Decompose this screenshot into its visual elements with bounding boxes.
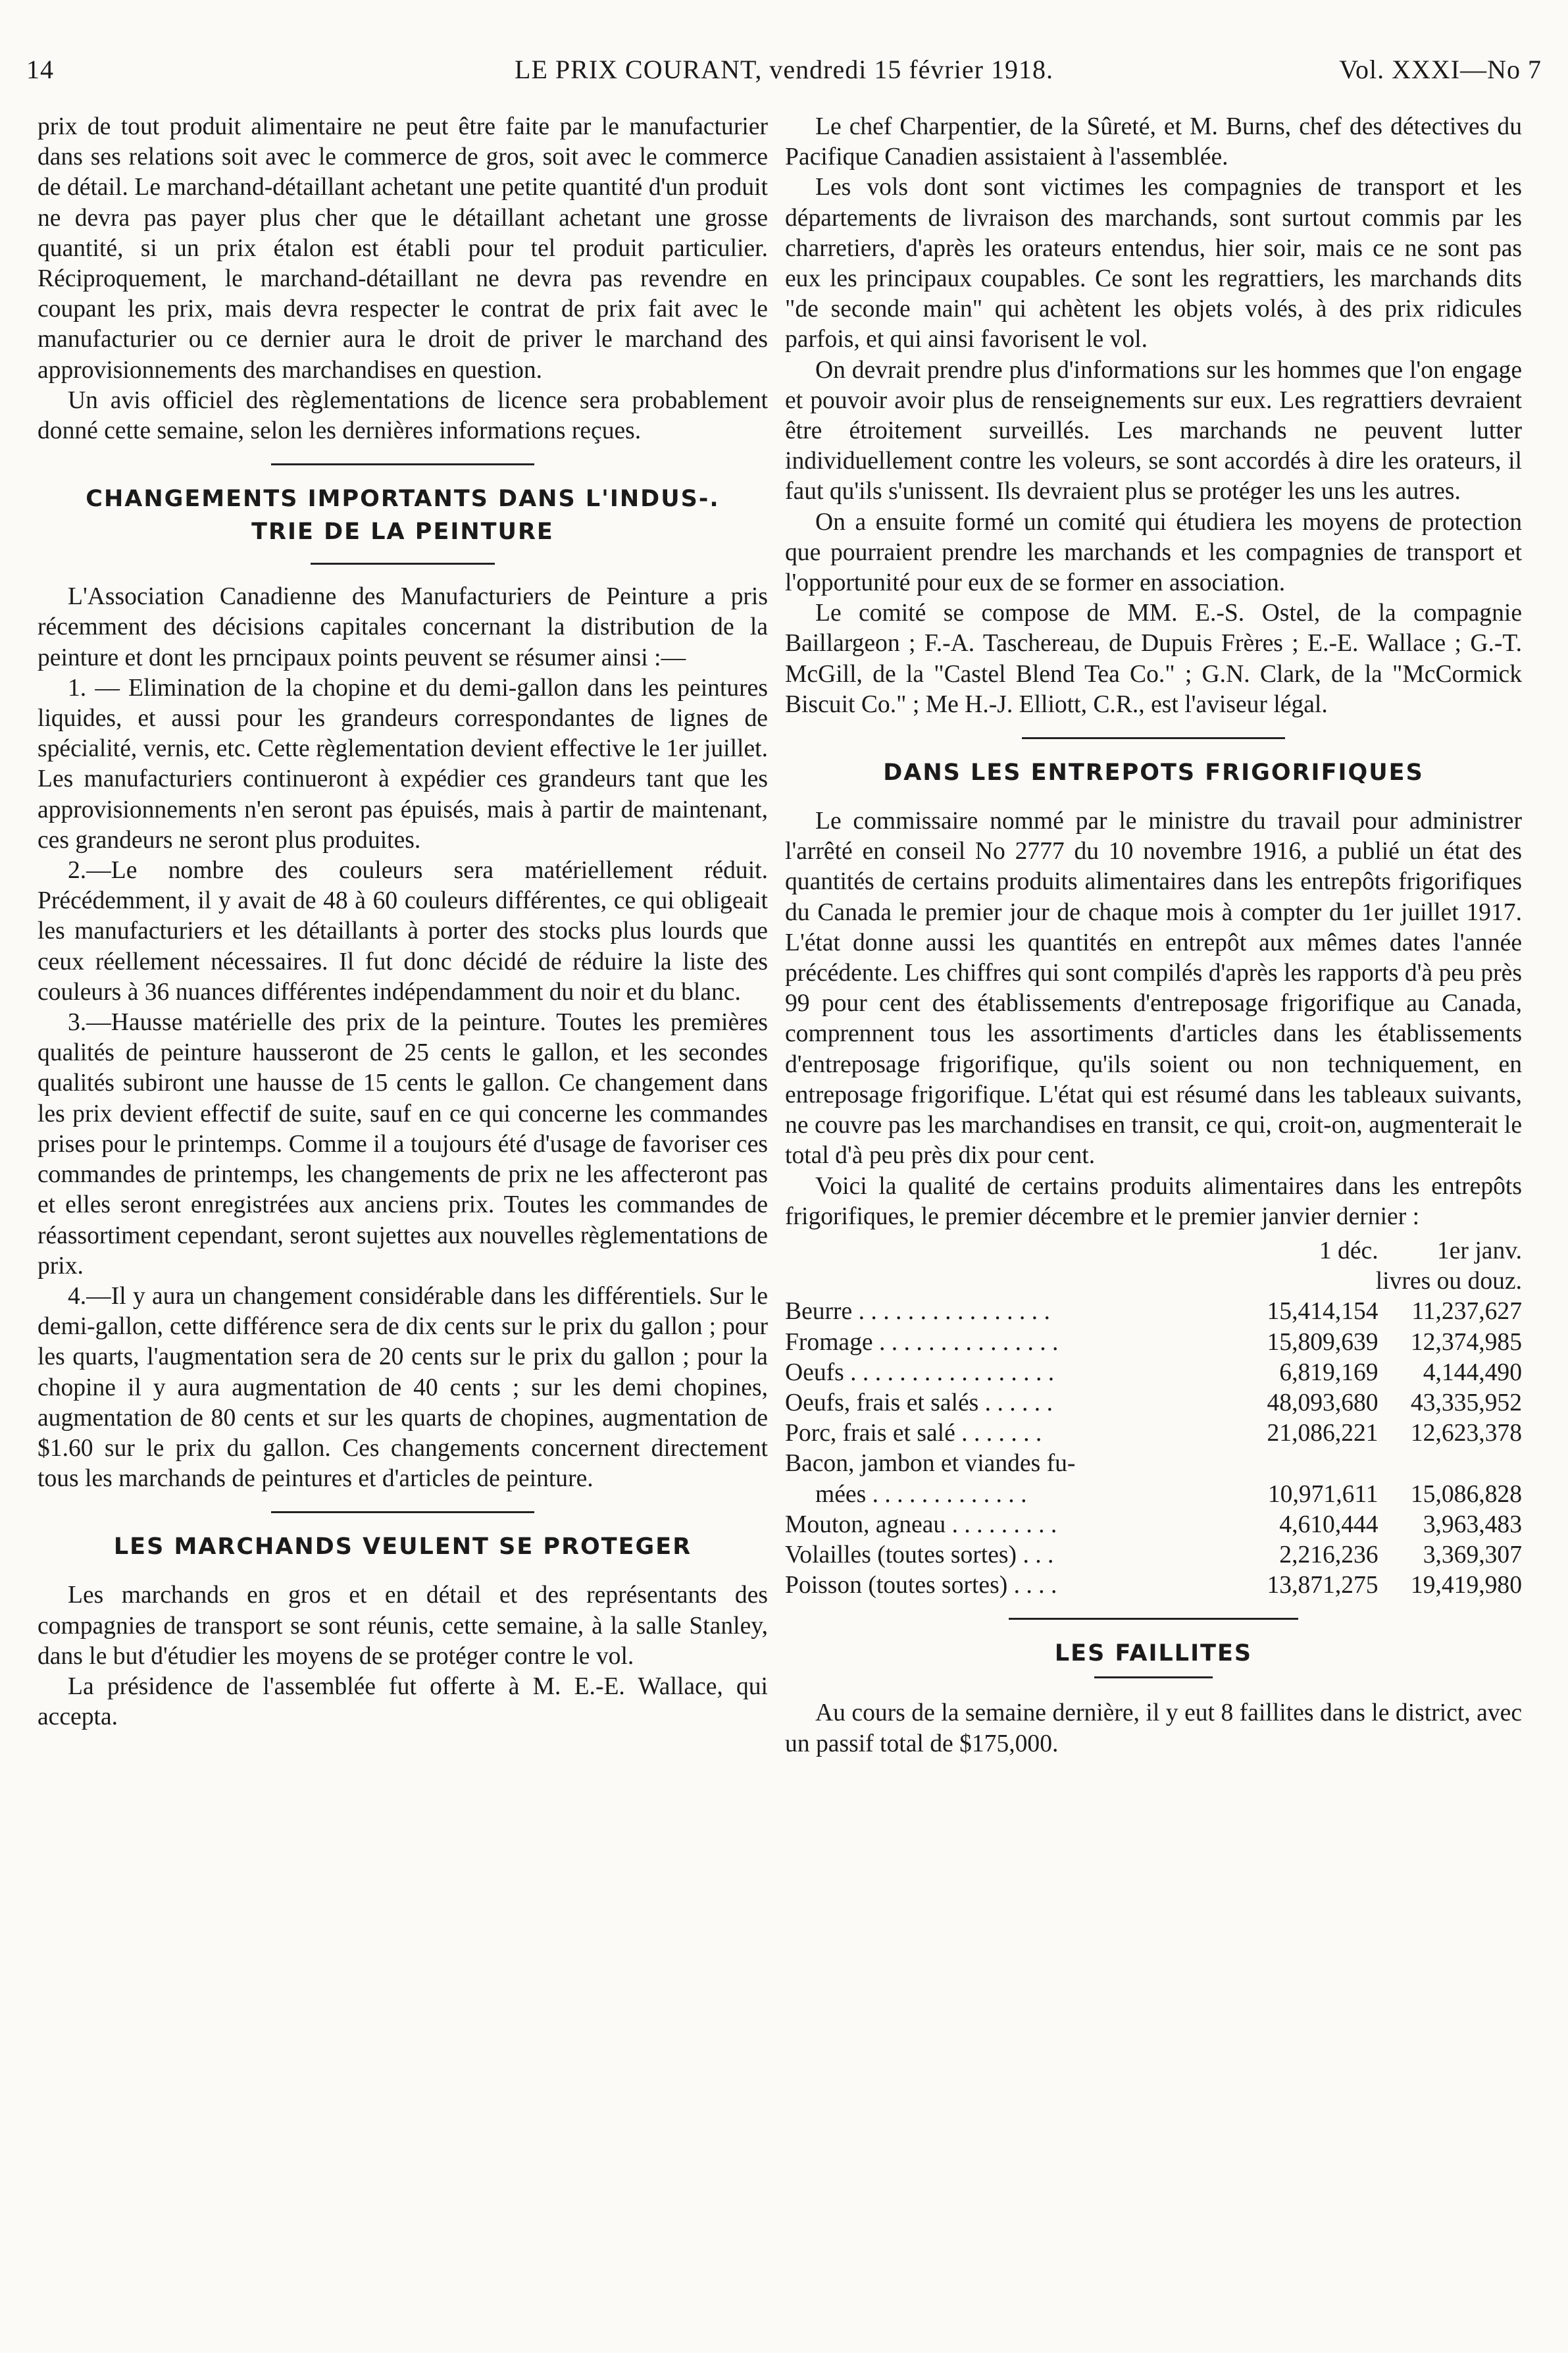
table-cell-item: Fromage . . . . . . . . . . . . . . . xyxy=(785,1328,1059,1356)
peinture-paragraph: 1. — Elimination de la chopine et du demi-gallon dans les peintures liquides, et aussi pour les grandeurs correspondantes de lignes de spécialité, vernis, etc. Cette règlementation devient effective le 1er juillet. Les manufacturiers continueront à expédier ces grandeurs tant que les approvisionnements n'en seront pas épuisés, mais à partir de maintenant, ces grandeurs ne seront plus produites. xyxy=(38,674,768,854)
heading-entrepots: DANS LES ENTREPOTS FRIGORIFIQUES xyxy=(883,760,1424,787)
entrepots-paragraph: Voici la qualité de certains produits alimentaires dans les entrepôts frigorifiques, le premier décembre et le premier janvier dernier : xyxy=(785,1172,1522,1230)
table-cell-item: Beurre . . . . . . . . . . . . . . . . xyxy=(785,1298,1050,1326)
marchands-continuation-paragraph: Les vols dont sont victimes les compagnies de transport et les départements de livraison des marchands, sont surtout commis par les charretiers, d'après les orateurs entendus, hier soir, mais ce ne sont pas eux les principaux coupables. Ce sont les regrattiers, les marchands dits "de seconde main" qui achètent les objets volés, à des prix ridicules parfois, et qui ainsi favorisent le vol. xyxy=(785,174,1522,353)
table-cell-dec: 2,216,236 xyxy=(1279,1541,1378,1568)
table-cell-dec: 21,086,221 xyxy=(1267,1420,1378,1447)
table-cell-dec: 10,971,611 xyxy=(1267,1480,1378,1508)
table-header-row xyxy=(785,1236,1522,1266)
heading-faillites: LES FAILLITES xyxy=(1054,1640,1253,1667)
table-cell-item: Oeufs, frais et salés . . . . . . xyxy=(785,1389,1053,1416)
left-column xyxy=(38,112,768,1732)
table-cell-jan: 3,963,483 xyxy=(1423,1511,1522,1538)
table-cell-dec: 4,610,444 xyxy=(1279,1511,1378,1538)
marchands-continuation-paragraph: Le chef Charpentier, de la Sûreté, et M. Burns, chef des détectives du Pacifique Canadien assistaient à l'assemblée. xyxy=(785,113,1522,171)
marchands-paragraph: La présidence de l'assemblée fut offerte à M. E.-E. Wallace, qui accepta. xyxy=(38,1672,768,1731)
table-cell-item: Bacon, jambon et viandes fu- xyxy=(785,1450,1076,1478)
page-number: 14 xyxy=(26,55,54,84)
table-units: livres ou douz. xyxy=(1375,1268,1522,1295)
table-cell-item: Mouton, agneau . . . . . . . . . xyxy=(785,1511,1057,1538)
peinture-paragraph: 4.—Il y aura un changement considérable dans les différentiels. Sur le demi-gallon, cette différence sera de dix cents sur le prix du gallon ; pour les quarts, l'augmentation sera de 20 cents sur le prix du gallon ; pour la chopine il y aura augmentation de 40 cents ; sur les demi chopines, augmentation de 80 cents et sur les quarts de chopines, augmentation de $1.60 sur le prix du gallon. Ces changements concernent directement tous les marchands de peintures et d'articles de peinture. xyxy=(38,1282,768,1493)
table-row xyxy=(785,1570,1522,1601)
table-cell-jan: 3,369,307 xyxy=(1423,1541,1522,1568)
marchands-continuation-paragraph: On devrait prendre plus d'informations sur les hommes que l'on engage et pouvoir avoir plus de renseignements sur eux. Les regrattiers devraient être étroitement surveillés. Les marchands ne peuvent lutter individuellement contre les voleurs, se sont accordés à dire les orateurs, il faut qu'ils s'unissent. Ils devraient plus se protéger les uns les autres. xyxy=(785,356,1522,505)
table-cell-jan: 4,144,490 xyxy=(1423,1358,1522,1386)
table-cell-jan: 12,623,378 xyxy=(1410,1420,1522,1447)
table-row xyxy=(785,1480,1522,1510)
publication-title: LE PRIX COURANT, vendredi 15 février 1918. xyxy=(515,55,1053,84)
heading-underline xyxy=(1094,1676,1213,1678)
table-cell-item: Volailles (toutes sortes) . . . xyxy=(785,1541,1054,1568)
section-divider xyxy=(271,463,534,465)
table-row xyxy=(785,1418,1522,1449)
peinture-paragraph: 3.—Hausse matérielle des prix de la peinture. Toutes les premières qualités de peinture hausseront de 25 cents le gallon, et les secondes qualités subiront une hausse de 15 cents le gallon. Ce changement dans les prix devient effectif de suite, sauf en ce qui concerne les commandes prises pour le printemps. Comme il a toujours été d'usage de favoriser ces commandes de printemps, les changements de prix ne les affecteront pas et elles seront enregistrées aux anciens prix. Toutes les commandes de réassortiment cependant, seront sujettes aux nouvelles règlementations de prix. xyxy=(38,1009,768,1280)
table-cell-dec: 15,414,154 xyxy=(1267,1298,1378,1326)
right-column xyxy=(785,112,1522,1759)
cold-storage-table xyxy=(785,1236,1522,1601)
table-cell-jan: 15,086,828 xyxy=(1410,1480,1522,1508)
heading-marchands: LES MARCHANDS VEULENT SE PROTEGER xyxy=(113,1534,692,1561)
faillites-paragraph: Au cours de la semaine dernière, il y eut 8 faillites dans le district, avec un passif total de $175,000. xyxy=(785,1699,1522,1757)
intro-paragraph: prix de tout produit alimentaire ne peut être faite par le manufacturier dans ses relations soit avec le commerce de gros, soit avec le commerce de détail. Le marchand-détaillant achetant une petite quantité d'un produit ne devra pas payer plus cher que le détaillant achetant une grosse quantité, si un prix étalon est établi pour tel produit particulier. Réciproquement, le marchand-détaillant ne devra pas revendre en coupant les prix, mais devra respecter le contrat de prix fait avec le manufacturier ou ce dernier aura le droit de priver le marchand des approvisionnements des marchandises en question. xyxy=(38,113,768,384)
heading-peinture xyxy=(38,482,768,548)
section-divider xyxy=(1022,737,1285,739)
table-cell-dec: 48,093,680 xyxy=(1267,1389,1378,1416)
marchands-paragraph: Les marchands en gros et en détail et des représentants des compagnies de transport se sont réunis, cette semaine, à la salle Stanley, dans le but d'étudier les moyens de se protéger contre le vol. xyxy=(38,1582,768,1670)
marchands-continuation-paragraph: Le comité se compose de MM. E.-S. Ostel, de la compagnie Baillargeon ; F.-A. Taschereau, de Dupuis Frères ; E.-E. Wallace ; G.-T. McGill, de la "Castel Blend Tea Co." ; G.N. Clark, de la "McCormick Biscuit Co." ; Me H.-J. Elliott, C.R., est l'aviseur légal. xyxy=(785,600,1522,718)
table-cell-jan: 11,237,627 xyxy=(1411,1298,1522,1326)
heading-peinture-line2: TRIE DE LA PEINTURE xyxy=(251,519,554,546)
table-cell-jan xyxy=(1378,1449,1522,1479)
marchands-continuation-paragraph: On a ensuite formé un comité qui étudiera les moyens de protection que pourraient prendre les marchands et les compagnies de transport et l'opportunité pour eux de se former en association. xyxy=(785,508,1522,597)
table-cell-jan: 19,419,980 xyxy=(1410,1572,1522,1599)
table-row xyxy=(785,1510,1522,1540)
table-cell-dec: 13,871,275 xyxy=(1267,1572,1378,1599)
running-header xyxy=(26,46,1542,86)
section-divider xyxy=(1009,1618,1298,1620)
table-row xyxy=(785,1297,1522,1327)
section-divider xyxy=(271,1511,534,1513)
col-header-dec: 1 déc. xyxy=(1319,1237,1378,1264)
peinture-paragraph: 2.—Le nombre des couleurs sera matériellement réduit. Précédemment, il y avait de 48 à 60 couleurs différentes, ce qui obligeait les manufacturiers et les détaillants à porter des stocks plus lourds que ceux réellement nécessaires. Il fut donc décidé de réduire la liste des couleurs à 36 nuances différentes indépendamment du noir et du blanc. xyxy=(38,857,768,1006)
heading-underline xyxy=(311,563,495,565)
table-cell-item: Oeufs . . . . . . . . . . . . . . . . . xyxy=(785,1358,1055,1386)
table-row xyxy=(785,1449,1522,1479)
table-row xyxy=(785,1328,1522,1358)
table-cell-dec: 6,819,169 xyxy=(1279,1358,1378,1386)
table-cell-jan: 12,374,985 xyxy=(1410,1328,1522,1356)
col-header-jan: 1er janv. xyxy=(1436,1237,1522,1264)
peinture-paragraph: L'Association Canadienne des Manufacturiers de Peinture a pris récemment des décisions capitales concernant la distribution de la peinture et dont les prncipaux points peuvent se résumer ainsi :— xyxy=(38,583,768,671)
table-cell-item: Porc, frais et salé . . . . . . . xyxy=(785,1420,1042,1447)
intro-paragraph: Un avis officiel des règlementations de licence sera probablement donné cette semaine, selon les dernières informations reçues. xyxy=(38,386,768,445)
table-cell-item: mées . . . . . . . . . . . . . xyxy=(815,1480,1027,1508)
table-row xyxy=(785,1388,1522,1418)
table-cell-item: Poisson (toutes sortes) . . . . xyxy=(785,1572,1057,1599)
heading-peinture-line1: CHANGEMENTS IMPORTANTS DANS L'INDUS-. xyxy=(86,486,720,513)
table-row xyxy=(785,1540,1522,1570)
table-cell-jan: 43,335,952 xyxy=(1410,1389,1522,1416)
table-cell-dec: 15,809,639 xyxy=(1267,1328,1378,1356)
table-row xyxy=(785,1358,1522,1388)
entrepots-paragraph: Le commissaire nommé par le ministre du travail pour administrer l'arrêté en conseil No 2777 du 10 novembre 1916, a publié un état des quantités de certains produits alimentaires dans les entrepôts frigorifiques du Canada le premier jour de chaque mois à compter du 1er juillet 1917. L'état donne aussi les quantités en entrepôt aux mêmes dates l'année précédente. Les chiffres qui sont compilés d'après les rapports d'à peu près 99 pour cent des établissements d'entreposage frigorifique au Canada, comprennent tous les assortiments d'articles dans les établissements d'entreposage frigorifique, qu'ils soient ou non techniquement, en entreposage frigorifique. L'état qui est résumé dans les tableaux suivants, ne couvre pas les marchandises en transit, ce qui, croit-on, augmenterait le total d'à peu près dix pour cent. xyxy=(785,808,1522,1170)
table-units-row xyxy=(785,1266,1522,1297)
table-cell-dec xyxy=(1234,1449,1378,1479)
volume-number: Vol. XXXI—No 7 xyxy=(1339,55,1542,84)
